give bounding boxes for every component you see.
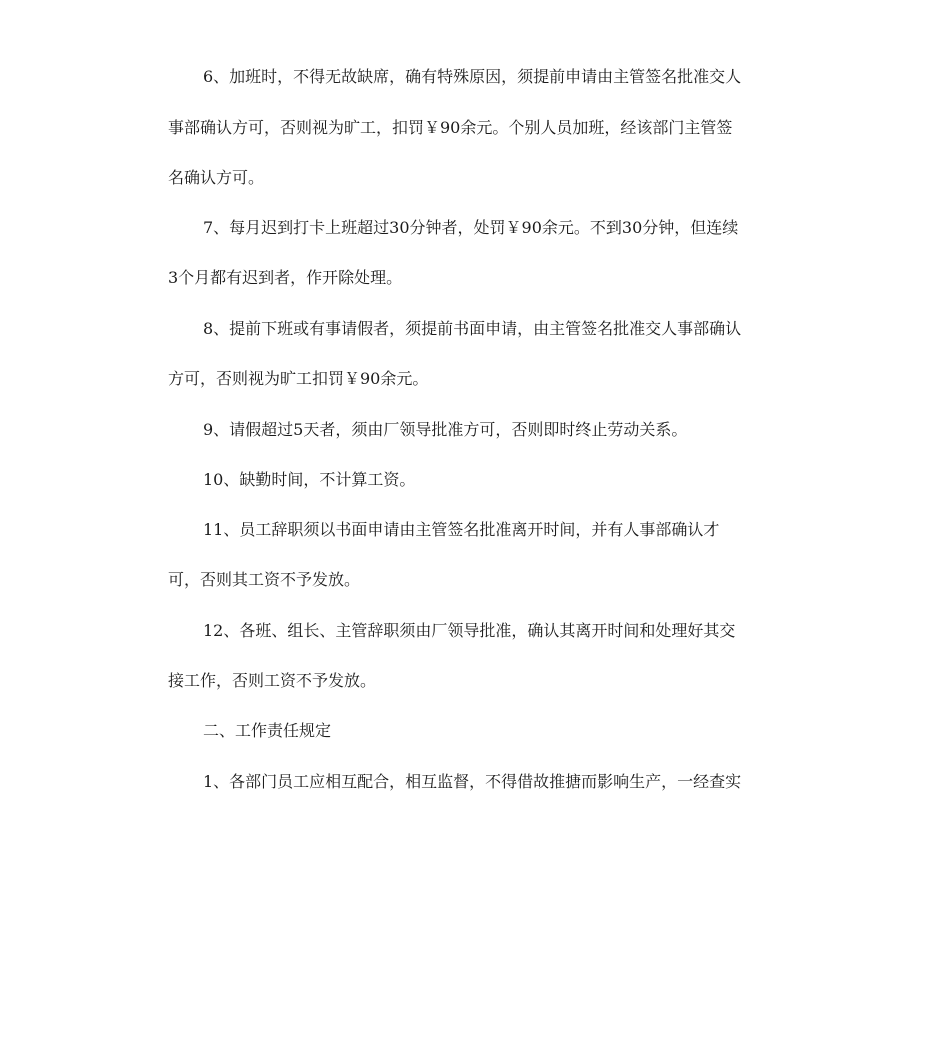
section-2-rule-1-line-1: 1、各部门员工应相互配合，相互监督，不得借故推搪而影响生产，一经查实 (203, 772, 742, 791)
rule-8-line-1: 8、提前下班或有事请假者，须提前书面申请，由主管签名批准交人事部确认 (203, 319, 742, 338)
rule-9-line-1: 9、请假超过5天者，须由厂领导批准方可，否则即时终止劳动关系。 (203, 420, 688, 439)
rule-7-line-2: 3个月都有迟到者，作开除处理。 (168, 268, 403, 287)
rule-10-line-1: 10、缺勤时间，不计算工资。 (203, 470, 416, 489)
rule-12-line-2: 接工作，否则工资不予发放。 (168, 671, 377, 690)
rule-11-line-1: 11、员工辞职须以书面申请由主管签名批准离开时间，并有人事部确认才 (203, 520, 720, 539)
rule-6-line-3: 名确认方可。 (168, 168, 265, 187)
section-heading-work-responsibility: 二、工作责任规定 (203, 721, 332, 740)
rule-7-line-1: 7、每月迟到打卡上班超过30分钟者，处罚￥90余元。不到30分钟，但连续 (203, 218, 739, 237)
rule-6-line-2: 事部确认方可，否则视为旷工，扣罚￥90余元。个别人员加班，经该部门主管签 (168, 118, 733, 137)
rule-6-line-1: 6、加班时，不得无故缺席，确有特殊原因，须提前申请由主管签名批准交人 (203, 67, 742, 86)
rule-12-line-1: 12、各班、组长、主管辞职须由厂领导批准，确认其离开时间和处理好其交 (203, 621, 736, 640)
rule-11-line-2: 可，否则其工资不予发放。 (168, 570, 361, 589)
rule-8-line-2: 方可，否则视为旷工扣罚￥90余元。 (168, 369, 429, 388)
